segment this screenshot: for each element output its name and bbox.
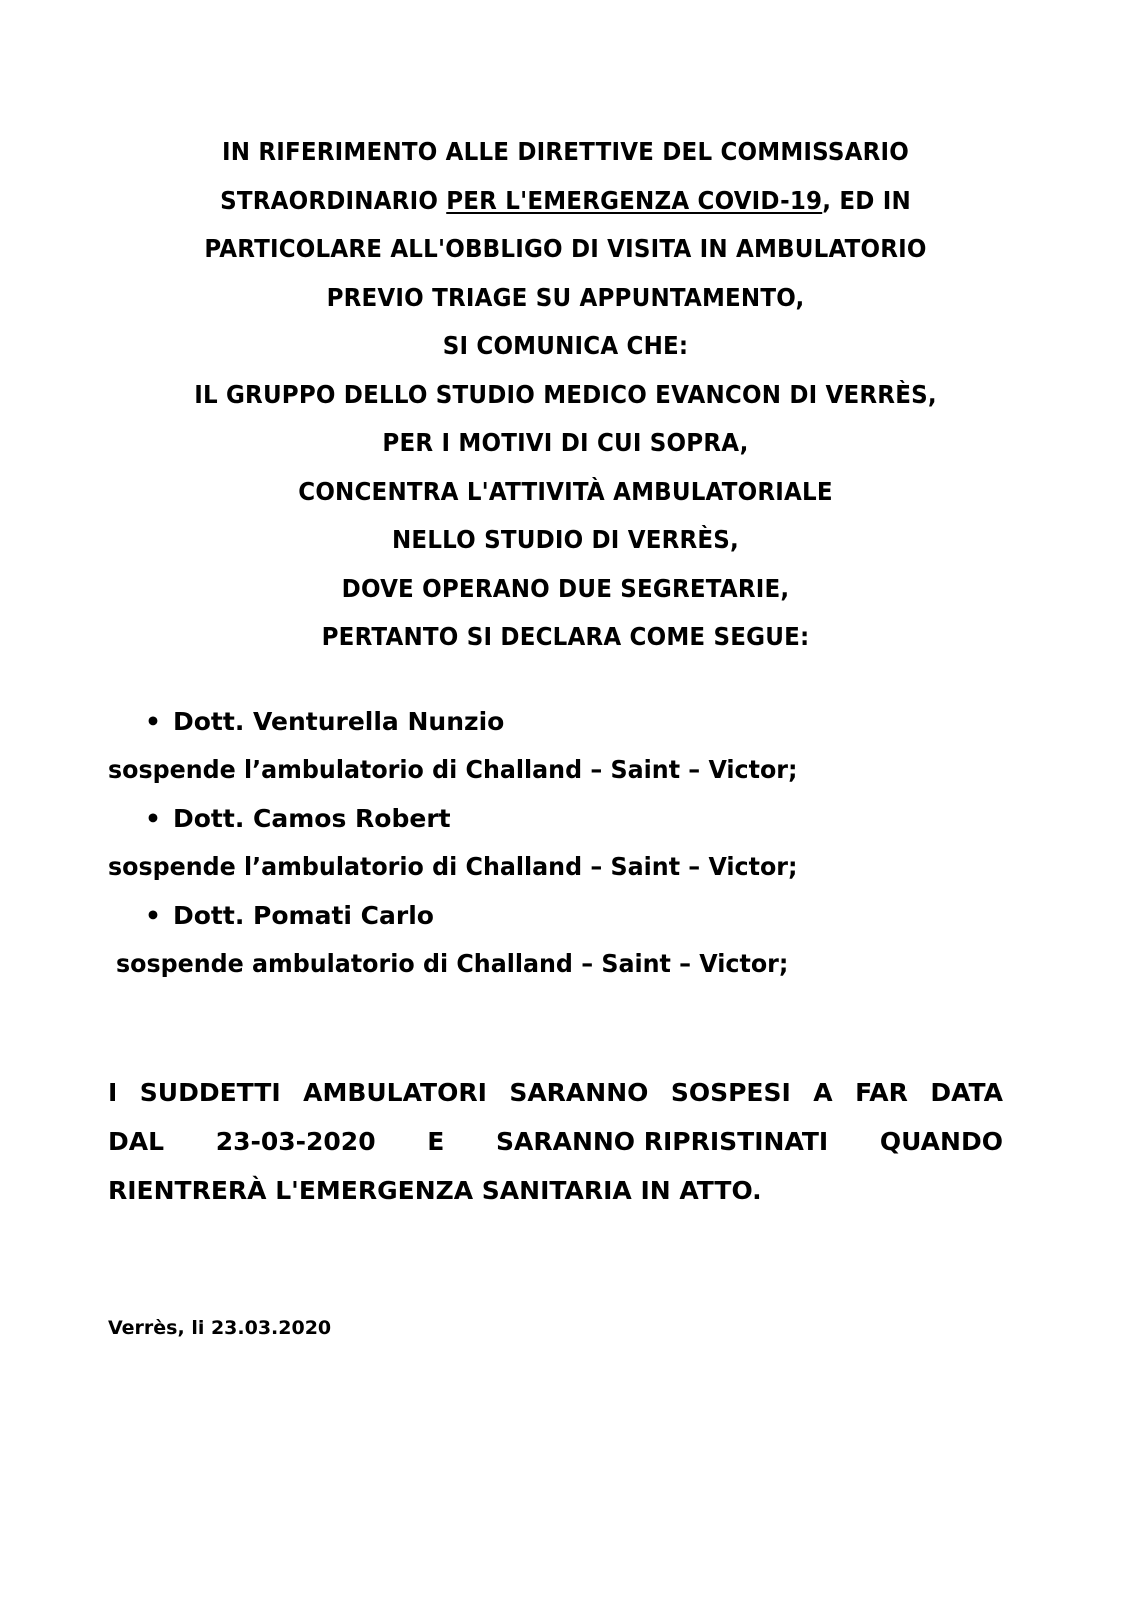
doctor-note: sospende l’ambulatorio di Challand – Saint – Victor; — [108, 852, 798, 881]
header-line-5: SI COMUNICA CHE: — [442, 331, 689, 360]
word: AMBULATORI — [303, 1078, 487, 1107]
doctor-name: Dott. Pomati Carlo — [173, 901, 434, 930]
word: SARANNO RIPRISTINATI — [496, 1127, 829, 1156]
place-and-date: Verrès, li 23.03.2020 — [108, 1317, 332, 1339]
covid-emergency-underlined: PER L'EMERGENZA COVID-19 — [446, 185, 823, 215]
header-line-2 — [45, 177, 1086, 226]
word: QUANDO — [879, 1127, 1003, 1156]
date-value: 23-03-2020 — [215, 1127, 376, 1156]
word: SOSPESI — [670, 1078, 791, 1107]
word: FAR — [855, 1078, 908, 1107]
header-line-9: NELLO STUDIO DI VERRÈS, — [391, 525, 739, 554]
header-line-2-start: STRAORDINARIO — [220, 185, 447, 215]
closing-line-3: RIENTRERÀ L'EMERGENZA SANITARIA IN ATTO. — [108, 1176, 762, 1205]
notice-header — [0, 128, 1131, 662]
doctor-name: Dott. Camos Robert — [173, 804, 451, 833]
bullet-icon: • — [145, 901, 161, 930]
header-line-6: IL GRUPPO DELLO STUDIO MEDICO EVANCON DI VERRÈS, — [194, 379, 937, 409]
header-line-7: PER I MOTIVI DI CUI SOPRA, — [382, 428, 749, 457]
bullet-icon: • — [145, 804, 161, 833]
doctor-name: Dott. Venturella Nunzio — [173, 707, 505, 736]
word: I — [108, 1078, 118, 1107]
doctor-note: sospende l’ambulatorio di Challand – Saint – Victor; — [108, 755, 798, 784]
closing-line-1 — [108, 1068, 1003, 1117]
bullet-icon: • — [145, 707, 161, 736]
header-line-10: DOVE OPERANO DUE SEGRETARIE, — [341, 573, 790, 603]
doctor-item — [145, 700, 504, 744]
doctor-item — [145, 797, 451, 841]
word: E — [427, 1127, 445, 1156]
header-line-4: PREVIO TRIAGE SU APPUNTAMENTO, — [326, 282, 805, 312]
header-line-2-tail: , ED IN — [822, 185, 911, 215]
header-line-8: CONCENTRA L'ATTIVITÀ AMBULATORIALE — [298, 476, 833, 506]
closing-paragraph — [108, 1068, 1003, 1215]
header-line-11: PERTANTO SI DECLARA COME SEGUE: — [321, 622, 810, 651]
header-line-1: IN RIFERIMENTO ALLE DIRETTIVE DEL COMMISSARIO — [221, 137, 909, 166]
word: A — [813, 1078, 833, 1107]
closing-line-2 — [108, 1117, 1003, 1166]
word: DAL — [108, 1127, 165, 1156]
header-line-3: PARTICOLARE ALL'OBBLIGO DI VISITA IN AMBULATORIO — [204, 234, 927, 263]
doctor-item — [145, 894, 434, 938]
word: SUDDETTI — [139, 1078, 281, 1107]
word: SARANNO — [509, 1078, 649, 1107]
word: DATA — [930, 1078, 1003, 1107]
doctor-note: sospende ambulatorio di Challand – Saint – Victor; — [116, 949, 789, 978]
